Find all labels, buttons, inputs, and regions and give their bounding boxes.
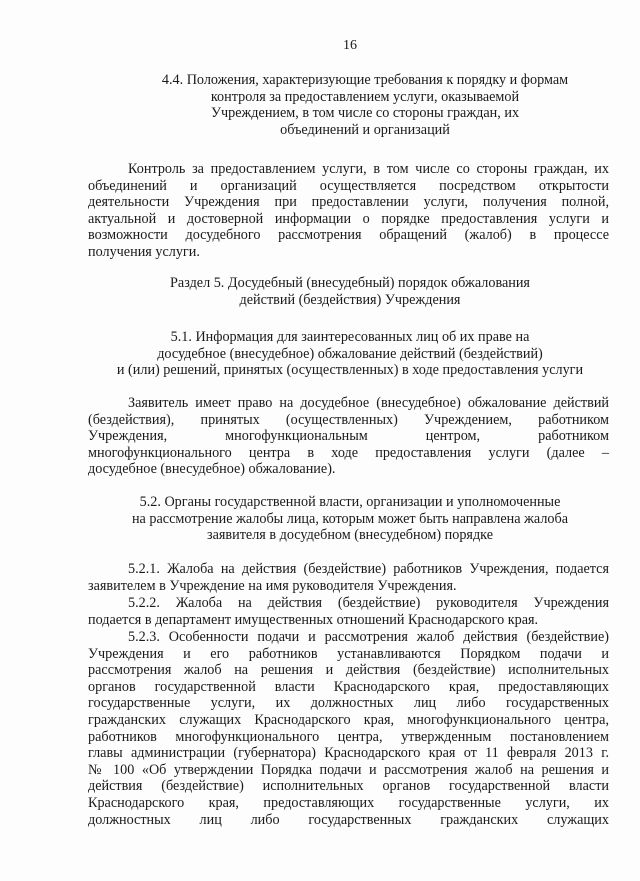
- text-line: действия (бездействие) исполнительных органов государственной власти: [88, 778, 609, 795]
- section-5-2-heading: [80, 494, 620, 544]
- text-line: (бездействия), принятых (осуществленных) Учреждением, работником: [88, 411, 609, 428]
- section-5-heading: [80, 275, 620, 308]
- text-line: 5.2.3. Особенности подачи и рассмотрения жалоб действия (бездействие): [128, 629, 609, 645]
- text-line: государственные услуги, их должностных лиц либо государственных: [88, 695, 609, 712]
- heading-line: 5.2. Органы государственной власти, организации и уполномоченные: [139, 494, 561, 510]
- clause-5-2-2: [88, 595, 609, 628]
- page-number: 16: [343, 38, 357, 53]
- text-line: заявителем в Учреждение на имя руководителя Учреждения.: [88, 577, 457, 594]
- text-line: главы администрации (губернатора) Краснодарского края от 11 февраля 2013 г.: [88, 745, 609, 762]
- clause-5-2-3: [88, 629, 609, 828]
- text-line: 5.2.2. Жалоба на действия (бездействие) руководителя Учреждения: [128, 595, 609, 611]
- text-line: № 100 «Об утверждении Порядка подачи и рассмотрения жалоб на решения и: [88, 761, 609, 778]
- heading-line: досудебное (внесудебное) обжалование действий (бездействий): [157, 345, 543, 362]
- text-line: Краснодарского края, предоставляющих государственные услуги, их: [88, 794, 609, 811]
- text-line: 5.2.1. Жалоба на действия (бездействие) работников Учреждения, подается: [128, 561, 609, 577]
- text-line: многофункционального центра в ходе предоставления услуги (далее –: [88, 444, 609, 461]
- heading-line: 5.1. Информация для заинтересованных лиц об их праве на: [170, 329, 530, 345]
- text-line: Контроль за предоставлением услуги, в том числе со стороны граждан, их: [128, 161, 609, 177]
- text-line: объединений и организаций осуществляется посредством открытости: [88, 177, 609, 194]
- clause-5-2-1: [88, 561, 609, 594]
- heading-line: Учреждением, в том числе со стороны граждан, их: [210, 105, 520, 122]
- text-line: органов государственной власти Краснодарского края, предоставляющих: [88, 678, 609, 695]
- heading-line: 4.4. Положения, характеризующие требования к порядку и формам: [161, 72, 569, 88]
- text-line: досудебное (внесудебное) обжалование).: [88, 461, 336, 478]
- heading-line: заявителя в досудебном (внесудебном) порядке: [207, 527, 493, 544]
- heading-line: объединений и организаций: [280, 121, 450, 138]
- text-line: Учреждения, многофункциональным центром, работником: [88, 428, 609, 445]
- heading-line: Раздел 5. Досудебный (внесудебный) порядок обжалования: [170, 275, 530, 291]
- text-line: подается в департамент имущественных отношений Краснодарского края.: [88, 611, 539, 628]
- text-line: должностных лиц либо государственных гражданских служащих: [88, 811, 609, 828]
- heading-line: контроля за предоставлением услуги, оказываемой: [210, 88, 520, 105]
- section-5-1-heading: [80, 329, 620, 379]
- text-line: работников многофункционального центра, утвержденным постановлением: [88, 728, 609, 745]
- section-4-4-heading: [130, 72, 600, 138]
- heading-line: действий (бездействия) Учреждения: [239, 291, 461, 308]
- heading-line: и (или) решений, принятых (осуществленных) в ходе предоставления услуги: [116, 362, 584, 379]
- text-line: актуальной и достоверной информации о порядке предоставления услуги и: [88, 210, 609, 227]
- applicant-right-paragraph: [88, 395, 609, 478]
- text-line: получения услуги.: [88, 243, 200, 260]
- control-paragraph: [88, 161, 609, 261]
- text-line: деятельности Учреждения при предоставлении услуги, получения полной,: [88, 194, 609, 211]
- text-line: Учреждения и его работников устанавливаются Порядком подачи и: [88, 645, 609, 662]
- text-line: рассмотрения жалоб на решения и действия (бездействие) исполнительных: [88, 662, 609, 679]
- text-line: Заявитель имеет право на досудебное (внесудебное) обжалование действий: [128, 395, 609, 411]
- text-line: возможности досудебного рассмотрения обращений (жалоб) в процессе: [88, 227, 609, 244]
- heading-line: на рассмотрение жалобы лица, которым может быть направлена жалоба: [131, 510, 569, 527]
- text-line: гражданских служащих Краснодарского края, многофункционального центра,: [88, 711, 609, 728]
